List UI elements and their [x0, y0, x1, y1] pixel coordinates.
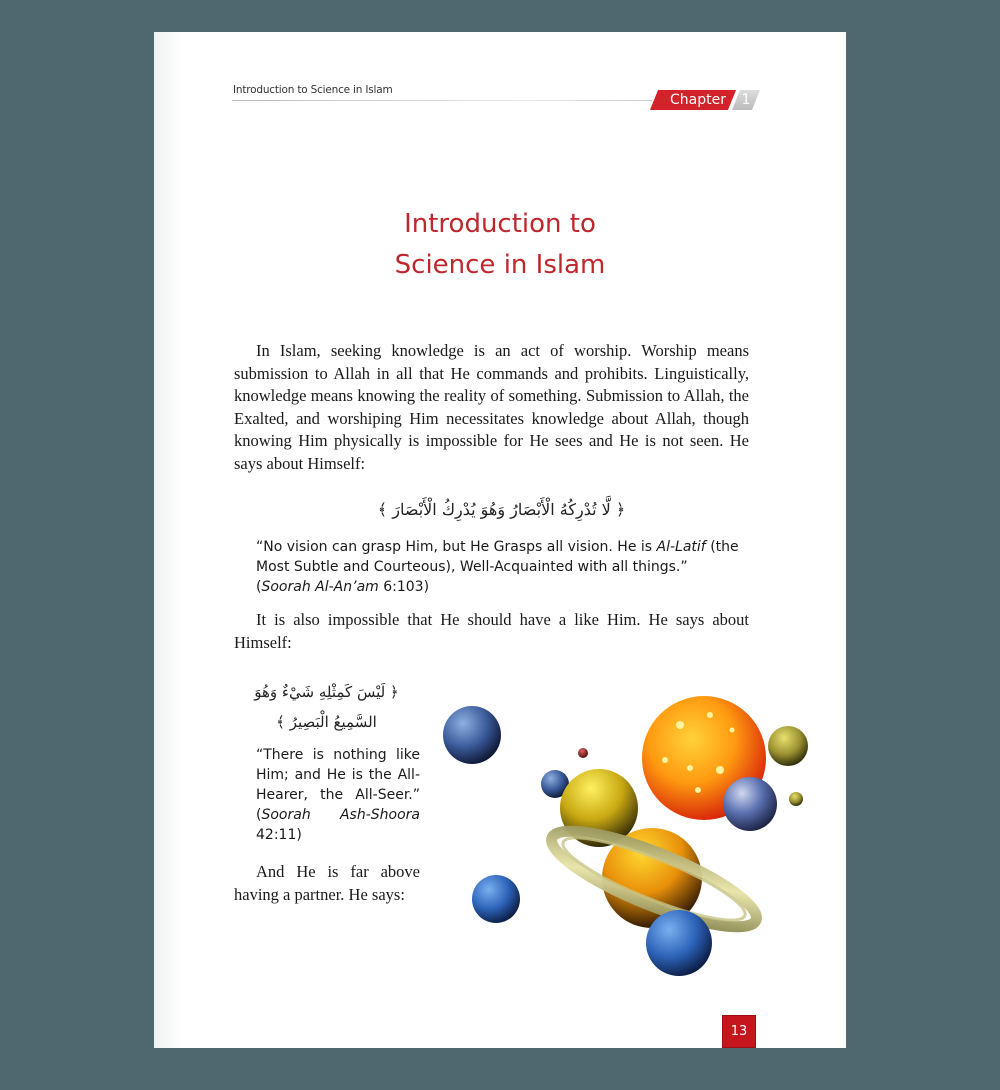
- translation-text: “No vision can grasp Him, but He Grasps all vision. He is: [256, 539, 657, 555]
- verse-reference: (Soorah Al-An’am 6:103): [256, 579, 430, 595]
- chapter-number: 1: [741, 92, 751, 108]
- paragraph-1: In Islam, seeking knowledge is an act of worship. Worship means submission to Allah in all that He commands and prohibits. Linguistically, knowledge means knowing the reality of something. Submission to Allah, the Exalted, and worshiping Him necessitates knowledge about Allah, though knowing Him physically is impossible for He sees and He is not seen. He says about Himself:: [234, 341, 749, 473]
- running-header-title: Introduction to Science in Islam: [233, 84, 393, 96]
- chapter-title-line-1: Introduction to: [404, 209, 596, 239]
- chapter-title-line-2: Science in Islam: [394, 250, 606, 280]
- translation-text: “There is nothing like Him; and He is the All-Hearer, the All-Seer.”: [256, 747, 420, 803]
- chapter-title: [154, 204, 846, 286]
- verse-reference: (Soorah Ash-Shoora 42:11): [256, 807, 420, 843]
- paragraph-2: It is also impossible that He should have a like Him. He says about Himself:: [234, 610, 749, 652]
- translation-italic-name: Al-Latif: [656, 539, 706, 555]
- verse-translation-1: [256, 537, 756, 597]
- paragraph-3: And He is far above having a partner. He says:: [234, 862, 420, 904]
- verse-translation-2: [256, 745, 420, 845]
- chapter-label: Chapter: [670, 92, 726, 108]
- book-page: [154, 32, 846, 1048]
- page-number: 13: [722, 1015, 756, 1048]
- arabic-line-2: السَّمِيعُ الْبَصِيرُ ﴾: [276, 713, 377, 731]
- translation-text: (the Most Subtle and Courteous), Well-Acquainted with all things.”: [256, 539, 739, 575]
- quran-verse-arabic-2: [234, 677, 419, 737]
- solar-system-illustration: [440, 650, 848, 980]
- arabic-line-1: ﴿ لَيْسَ كَمِثْلِهِ شَيْءٌ وَهُوَ: [254, 683, 399, 701]
- quran-verse-arabic-1: ﴿ لَّا تُدْرِكُهُ الْأَبْصَارُ وَهُوَ يُدْرِكُ الْأَبْصَارَ ﴾: [377, 500, 626, 519]
- header-rule: [232, 100, 652, 101]
